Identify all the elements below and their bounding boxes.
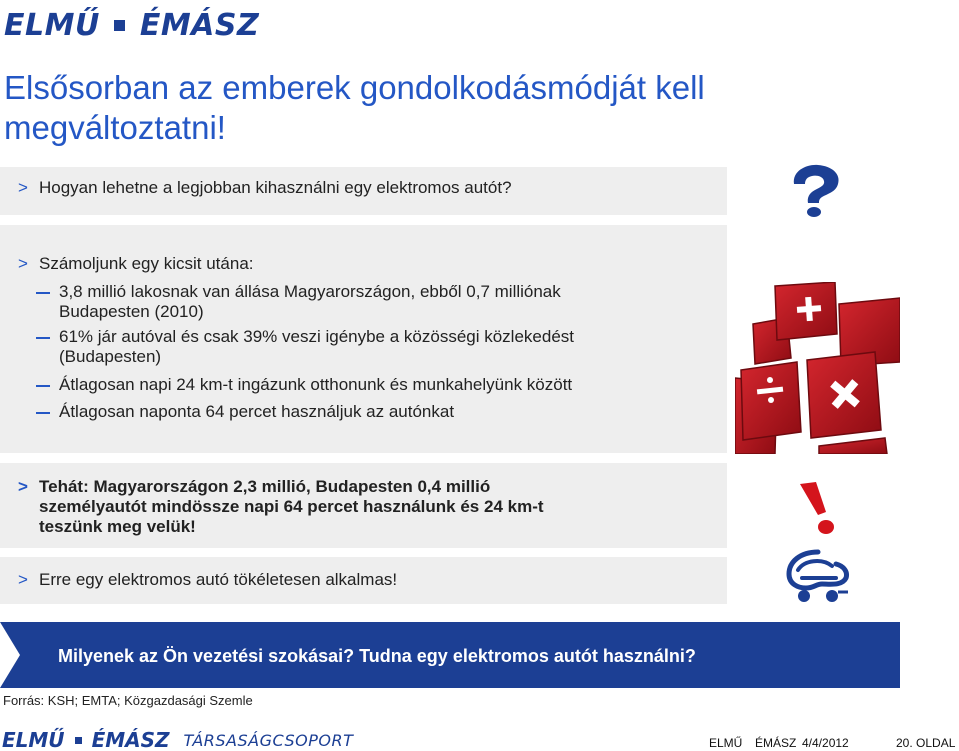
bullet-text-line: személyautót mindössze napi 64 percet használunk és 24 km-t (39, 497, 544, 516)
bullet-marker: > (18, 254, 28, 273)
electric-car-plug-icon (786, 548, 850, 608)
sub-bullet-commute (36, 375, 572, 395)
logo-square (114, 20, 125, 31)
logo-text-emasz: ÉMÁSZ (139, 8, 260, 43)
footer-logo-square (75, 737, 82, 744)
footer-group-name: TÁRSASÁGCSOPORT (183, 730, 354, 750)
question-mark-icon (786, 162, 844, 220)
bullet-text-line: teszünk meg velük! (39, 517, 196, 536)
sub-bullet-line: (Budapesten) (59, 347, 162, 366)
footer-date: 4/4/2012 (802, 736, 849, 750)
banner-text: Milyenek az Ön vezetési szokásai? Tudna egy elektromos autót használni? (58, 646, 696, 666)
question-banner (0, 622, 900, 688)
footer-company-left: ELMŰ (709, 736, 743, 750)
sub-bullet-line: Átlagosan napi 24 km-t ingázunk otthonunk és munkahelyünk között (59, 375, 573, 394)
bullet-text: Hogyan lehetne a legjobban kihasználni egy elektromos autót? (39, 178, 512, 197)
footer-brand-elmu: ELMŰ (2, 728, 65, 751)
bullet-question (18, 178, 512, 198)
footer-brand (2, 728, 170, 751)
dash-marker (36, 412, 50, 414)
footer-company-right: ÉMÁSZ (755, 736, 797, 750)
dash-marker (36, 385, 50, 387)
bullet-text: Számoljunk egy kicsit utána: (39, 254, 254, 273)
exclamation-mark-icon (798, 482, 838, 538)
bullet-text-line: Tehát: Magyarországon 2,3 millió, Budapesten 0,4 millió (39, 477, 491, 496)
bullet-marker: > (18, 570, 28, 589)
company-logo (4, 8, 259, 43)
logo-text-elmu: ELMŰ (4, 8, 100, 43)
footer-logo (2, 728, 353, 751)
sub-bullet-line: Budapesten (2010) (59, 302, 204, 321)
sub-bullet-line: 3,8 millió lakosnak van állása Magyarországon, ebből 0,7 milliónak (59, 282, 561, 301)
bullet-conclusion (18, 477, 544, 537)
bullet-marker: > (18, 178, 28, 197)
slide-title (4, 68, 904, 148)
dash-marker (36, 337, 50, 339)
banner-notch (0, 622, 20, 688)
dash-marker (36, 292, 50, 294)
sub-bullet-line: 61% jár autóval és csak 39% veszi igénybe a közösségi közlekedést (59, 327, 575, 346)
sub-bullet-employment (36, 282, 561, 322)
bullet-calculate (18, 254, 254, 274)
sub-bullet-line: Átlagosan naponta 64 percet használjuk az autónkat (59, 402, 455, 421)
slide-title-line-2: megváltoztatni! (4, 109, 226, 146)
bullet-text: Erre egy elektromos autó tökéletesen alkalmas! (39, 570, 398, 589)
calculator-keys-image (735, 282, 900, 454)
bullet-suitable (18, 570, 397, 590)
slide-title-line-1: Elsősorban az emberek gondolkodásmódját kell (4, 69, 705, 106)
footer-page-number: 20. OLDAL (896, 736, 956, 750)
sub-bullet-car-usage (36, 327, 574, 367)
sub-bullet-minutes (36, 402, 454, 422)
bullet-marker: > (18, 477, 28, 496)
footer-brand-emasz: ÉMÁSZ (91, 728, 170, 751)
source-citation: Forrás: KSH; EMTA; Közgazdasági Szemle (3, 693, 253, 708)
